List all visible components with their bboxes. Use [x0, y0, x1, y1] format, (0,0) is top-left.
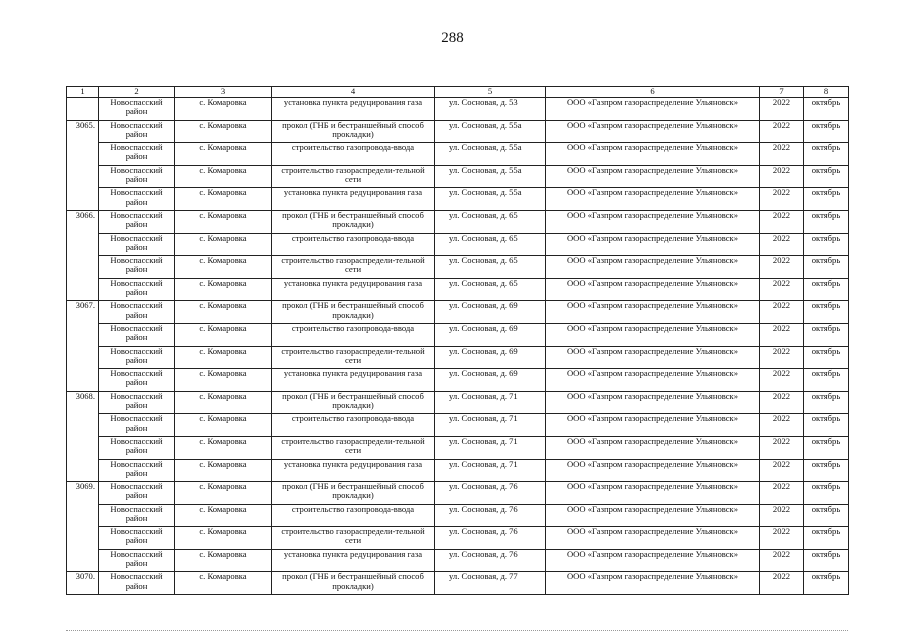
locality-cell: с. Комаровка	[175, 391, 272, 414]
year-cell: 2022	[760, 210, 804, 233]
month-cell: октябрь	[804, 549, 849, 572]
locality-cell: с. Комаровка	[175, 504, 272, 527]
item-number	[67, 278, 99, 301]
organization-cell: ООО «Газпром газораспределение Ульяновск»	[546, 346, 760, 369]
item-number	[67, 436, 99, 459]
district-cell: Новоспасский район	[99, 414, 175, 437]
year-cell: 2022	[760, 572, 804, 595]
year-cell: 2022	[760, 459, 804, 482]
year-cell: 2022	[760, 120, 804, 143]
district-cell: Новоспасский район	[99, 188, 175, 211]
locality-cell: с. Комаровка	[175, 210, 272, 233]
district-cell: Новоспасский район	[99, 346, 175, 369]
district-cell: Новоспасский район	[99, 301, 175, 324]
organization-cell: ООО «Газпром газораспределение Ульяновск»	[546, 391, 760, 414]
table-row	[67, 414, 849, 437]
address-cell: ул. Сосновая, д. 55а	[435, 143, 546, 166]
locality-cell: с. Комаровка	[175, 165, 272, 188]
organization-cell: ООО «Газпром газораспределение Ульяновск»	[546, 323, 760, 346]
month-cell: октябрь	[804, 188, 849, 211]
locality-cell: с. Комаровка	[175, 278, 272, 301]
address-cell: ул. Сосновая, д. 55а	[435, 120, 546, 143]
month-cell: октябрь	[804, 346, 849, 369]
year-cell: 2022	[760, 165, 804, 188]
organization-cell: ООО «Газпром газораспределение Ульяновск»	[546, 572, 760, 595]
year-cell: 2022	[760, 278, 804, 301]
item-number: 3065.	[67, 120, 99, 143]
month-cell: октябрь	[804, 165, 849, 188]
locality-cell: с. Комаровка	[175, 346, 272, 369]
locality-cell: с. Комаровка	[175, 414, 272, 437]
table-row	[67, 391, 849, 414]
item-number: 3070.	[67, 572, 99, 595]
table-row	[67, 188, 849, 211]
organization-cell: ООО «Газпром газораспределение Ульяновск»	[546, 210, 760, 233]
year-cell: 2022	[760, 482, 804, 505]
address-cell: ул. Сосновая, д. 69	[435, 346, 546, 369]
table-row	[67, 323, 849, 346]
month-cell: октябрь	[804, 414, 849, 437]
month-cell: октябрь	[804, 98, 849, 121]
header-cell: 1	[67, 87, 99, 98]
address-cell: ул. Сосновая, д. 69	[435, 323, 546, 346]
work-type-cell: прокол (ГНБ и бестраншейный способ прокладки)	[272, 301, 435, 324]
work-type-cell: строительство газораспредели-тельной сети	[272, 165, 435, 188]
header-cell: 6	[546, 87, 760, 98]
table-row	[67, 346, 849, 369]
district-cell: Новоспасский район	[99, 504, 175, 527]
address-cell: ул. Сосновая, д. 65	[435, 256, 546, 279]
year-cell: 2022	[760, 256, 804, 279]
address-cell: ул. Сосновая, д. 77	[435, 572, 546, 595]
year-cell: 2022	[760, 188, 804, 211]
month-cell: октябрь	[804, 369, 849, 392]
table-row	[67, 165, 849, 188]
year-cell: 2022	[760, 414, 804, 437]
table-body	[67, 98, 849, 595]
address-cell: ул. Сосновая, д. 71	[435, 414, 546, 437]
locality-cell: с. Комаровка	[175, 188, 272, 211]
work-type-cell: прокол (ГНБ и бестраншейный способ прокладки)	[272, 572, 435, 595]
month-cell: октябрь	[804, 323, 849, 346]
table-row	[67, 527, 849, 550]
item-number	[67, 346, 99, 369]
table-row	[67, 233, 849, 256]
organization-cell: ООО «Газпром газораспределение Ульяновск»	[546, 98, 760, 121]
address-cell: ул. Сосновая, д. 65	[435, 233, 546, 256]
item-number	[67, 256, 99, 279]
year-cell: 2022	[760, 369, 804, 392]
item-number	[67, 369, 99, 392]
organization-cell: ООО «Газпром газораспределение Ульяновск»	[546, 233, 760, 256]
work-type-cell: строительство газопровода-ввода	[272, 504, 435, 527]
month-cell: октябрь	[804, 256, 849, 279]
organization-cell: ООО «Газпром газораспределение Ульяновск»	[546, 301, 760, 324]
locality-cell: с. Комаровка	[175, 301, 272, 324]
district-cell: Новоспасский район	[99, 233, 175, 256]
locality-cell: с. Комаровка	[175, 436, 272, 459]
table-row	[67, 482, 849, 505]
work-type-cell: строительство газопровода-ввода	[272, 323, 435, 346]
item-number: 3066.	[67, 210, 99, 233]
work-type-cell: прокол (ГНБ и бестраншейный способ прокладки)	[272, 482, 435, 505]
month-cell: октябрь	[804, 233, 849, 256]
locality-cell: с. Комаровка	[175, 256, 272, 279]
year-cell: 2022	[760, 143, 804, 166]
work-type-cell: строительство газопровода-ввода	[272, 233, 435, 256]
header-cell: 3	[175, 87, 272, 98]
address-cell: ул. Сосновая, д. 76	[435, 482, 546, 505]
item-number	[67, 165, 99, 188]
year-cell: 2022	[760, 504, 804, 527]
item-number: 3069.	[67, 482, 99, 505]
locality-cell: с. Комаровка	[175, 369, 272, 392]
year-cell: 2022	[760, 549, 804, 572]
table-row	[67, 256, 849, 279]
month-cell: октябрь	[804, 436, 849, 459]
district-cell: Новоспасский район	[99, 323, 175, 346]
organization-cell: ООО «Газпром газораспределение Ульяновск»	[546, 527, 760, 550]
work-type-cell: строительство газораспредели-тельной сети	[272, 256, 435, 279]
address-cell: ул. Сосновая, д. 71	[435, 391, 546, 414]
district-cell: Новоспасский район	[99, 572, 175, 595]
footer-divider	[66, 630, 848, 631]
work-type-cell: строительство газораспредели-тельной сети	[272, 527, 435, 550]
year-cell: 2022	[760, 233, 804, 256]
table-row	[67, 369, 849, 392]
locality-cell: с. Комаровка	[175, 323, 272, 346]
work-type-cell: установка пункта редуцирования газа	[272, 549, 435, 572]
header-cell: 7	[760, 87, 804, 98]
locality-cell: с. Комаровка	[175, 527, 272, 550]
locality-cell: с. Комаровка	[175, 98, 272, 121]
header-cell: 5	[435, 87, 546, 98]
organization-cell: ООО «Газпром газораспределение Ульяновск»	[546, 504, 760, 527]
month-cell: октябрь	[804, 120, 849, 143]
address-cell: ул. Сосновая, д. 76	[435, 504, 546, 527]
address-cell: ул. Сосновая, д. 76	[435, 527, 546, 550]
table-row	[67, 143, 849, 166]
locality-cell: с. Комаровка	[175, 572, 272, 595]
address-cell: ул. Сосновая, д. 65	[435, 278, 546, 301]
month-cell: октябрь	[804, 143, 849, 166]
table-row	[67, 436, 849, 459]
work-type-cell: установка пункта редуцирования газа	[272, 188, 435, 211]
organization-cell: ООО «Газпром газораспределение Ульяновск»	[546, 369, 760, 392]
district-cell: Новоспасский район	[99, 120, 175, 143]
address-cell: ул. Сосновая, д. 55а	[435, 188, 546, 211]
year-cell: 2022	[760, 346, 804, 369]
item-number	[67, 527, 99, 550]
district-cell: Новоспасский район	[99, 391, 175, 414]
year-cell: 2022	[760, 391, 804, 414]
item-number	[67, 549, 99, 572]
locality-cell: с. Комаровка	[175, 482, 272, 505]
item-number	[67, 188, 99, 211]
district-cell: Новоспасский район	[99, 143, 175, 166]
table-row	[67, 98, 849, 121]
organization-cell: ООО «Газпром газораспределение Ульяновск»	[546, 459, 760, 482]
month-cell: октябрь	[804, 504, 849, 527]
district-cell: Новоспасский район	[99, 549, 175, 572]
month-cell: октябрь	[804, 301, 849, 324]
header-cell: 2	[99, 87, 175, 98]
district-cell: Новоспасский район	[99, 459, 175, 482]
work-type-cell: прокол (ГНБ и бестраншейный способ прокладки)	[272, 210, 435, 233]
district-cell: Новоспасский район	[99, 482, 175, 505]
organization-cell: ООО «Газпром газораспределение Ульяновск»	[546, 549, 760, 572]
month-cell: октябрь	[804, 391, 849, 414]
item-number: 3068.	[67, 391, 99, 414]
district-cell: Новоспасский район	[99, 369, 175, 392]
work-type-cell: строительство газораспредели-тельной сети	[272, 346, 435, 369]
item-number	[67, 414, 99, 437]
organization-cell: ООО «Газпром газораспределение Ульяновск»	[546, 165, 760, 188]
organization-cell: ООО «Газпром газораспределение Ульяновск»	[546, 256, 760, 279]
year-cell: 2022	[760, 301, 804, 324]
locality-cell: с. Комаровка	[175, 459, 272, 482]
table-row	[67, 120, 849, 143]
month-cell: октябрь	[804, 527, 849, 550]
works-table	[66, 86, 849, 595]
work-type-cell: установка пункта редуцирования газа	[272, 278, 435, 301]
organization-cell: ООО «Газпром газораспределение Ульяновск»	[546, 278, 760, 301]
address-cell: ул. Сосновая, д. 71	[435, 436, 546, 459]
year-cell: 2022	[760, 527, 804, 550]
district-cell: Новоспасский район	[99, 436, 175, 459]
work-type-cell: строительство газопровода-ввода	[272, 143, 435, 166]
item-number	[67, 459, 99, 482]
month-cell: октябрь	[804, 278, 849, 301]
address-cell: ул. Сосновая, д. 69	[435, 301, 546, 324]
address-cell: ул. Сосновая, д. 69	[435, 369, 546, 392]
year-cell: 2022	[760, 436, 804, 459]
organization-cell: ООО «Газпром газораспределение Ульяновск»	[546, 482, 760, 505]
district-cell: Новоспасский район	[99, 527, 175, 550]
locality-cell: с. Комаровка	[175, 120, 272, 143]
year-cell: 2022	[760, 98, 804, 121]
organization-cell: ООО «Газпром газораспределение Ульяновск»	[546, 120, 760, 143]
district-cell: Новоспасский район	[99, 278, 175, 301]
locality-cell: с. Комаровка	[175, 143, 272, 166]
district-cell: Новоспасский район	[99, 256, 175, 279]
table-row	[67, 278, 849, 301]
item-number	[67, 504, 99, 527]
address-cell: ул. Сосновая, д. 71	[435, 459, 546, 482]
table-row	[67, 459, 849, 482]
month-cell: октябрь	[804, 482, 849, 505]
address-cell: ул. Сосновая, д. 53	[435, 98, 546, 121]
work-type-cell: прокол (ГНБ и бестраншейный способ прокладки)	[272, 120, 435, 143]
locality-cell: с. Комаровка	[175, 549, 272, 572]
organization-cell: ООО «Газпром газораспределение Ульяновск»	[546, 414, 760, 437]
district-cell: Новоспасский район	[99, 210, 175, 233]
work-type-cell: установка пункта редуцирования газа	[272, 98, 435, 121]
work-type-cell: прокол (ГНБ и бестраншейный способ прокладки)	[272, 391, 435, 414]
address-cell: ул. Сосновая, д. 55а	[435, 165, 546, 188]
month-cell: октябрь	[804, 459, 849, 482]
district-cell: Новоспасский район	[99, 165, 175, 188]
header-cell: 8	[804, 87, 849, 98]
district-cell: Новоспасский район	[99, 98, 175, 121]
item-number	[67, 233, 99, 256]
table-row	[67, 572, 849, 595]
organization-cell: ООО «Газпром газораспределение Ульяновск»	[546, 436, 760, 459]
item-number	[67, 323, 99, 346]
item-number	[67, 143, 99, 166]
work-type-cell: установка пункта редуцирования газа	[272, 369, 435, 392]
table-row	[67, 301, 849, 324]
organization-cell: ООО «Газпром газораспределение Ульяновск»	[546, 143, 760, 166]
year-cell: 2022	[760, 323, 804, 346]
page-number: 288	[441, 30, 464, 46]
address-cell: ул. Сосновая, д. 65	[435, 210, 546, 233]
header-cell: 4	[272, 87, 435, 98]
table-row	[67, 504, 849, 527]
work-type-cell: строительство газораспредели-тельной сети	[272, 436, 435, 459]
item-number: 3067.	[67, 301, 99, 324]
address-cell: ул. Сосновая, д. 76	[435, 549, 546, 572]
locality-cell: с. Комаровка	[175, 233, 272, 256]
table-row	[67, 549, 849, 572]
month-cell: октябрь	[804, 572, 849, 595]
header-row	[67, 87, 849, 98]
organization-cell: ООО «Газпром газораспределение Ульяновск»	[546, 188, 760, 211]
table-row	[67, 210, 849, 233]
work-type-cell: установка пункта редуцирования газа	[272, 459, 435, 482]
item-number	[67, 98, 99, 121]
month-cell: октябрь	[804, 210, 849, 233]
work-type-cell: строительство газопровода-ввода	[272, 414, 435, 437]
